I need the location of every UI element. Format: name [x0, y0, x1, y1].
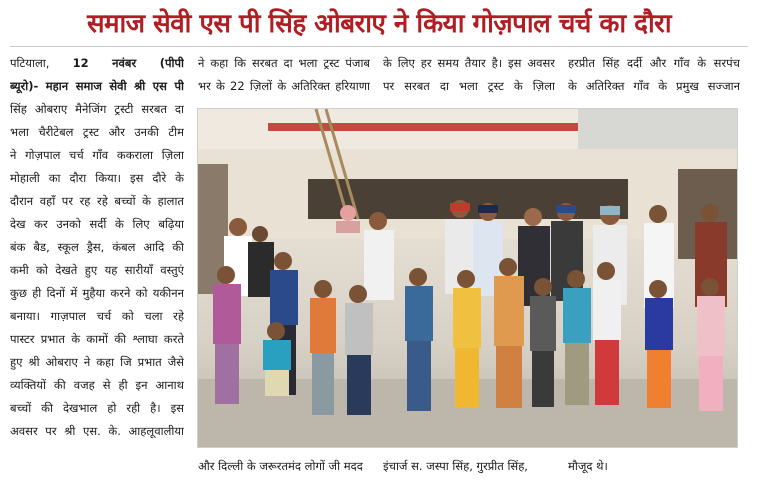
- article-line: मोहाली का दौरा किया। इस दौरे के: [10, 171, 184, 185]
- article-line: कुछ ही दिनों में मुहैया करने को यकीनन: [10, 286, 184, 300]
- article-line: देख कर उनको सर्दी के लिए बढ़िया: [10, 217, 184, 231]
- article-line: पास्टर प्रभात के कामों की श्लाघा करते: [10, 332, 184, 346]
- article-bottom-col-1: और दिल्ली के जरूरतमंद लोगों जी मदद: [198, 459, 363, 473]
- article-top-col-1: [198, 52, 370, 98]
- article-line: व्यक्तियों की वजह से ही इन आनाथ: [10, 378, 184, 392]
- dateline-agency: ब्यूरो)- महान समाज सेवी श्री एस पी: [10, 79, 184, 93]
- dateline-date: 12 नवंबर (पीपी: [72, 56, 184, 70]
- article-line: दौरान वहाँ पर रह रहे बच्चों के हालात: [10, 194, 184, 208]
- group-photo: [197, 108, 738, 448]
- headline: समाज सेवी एस पी सिंह ओबराए ने किया गोज़पाल चर्च का दौरा: [86, 9, 672, 39]
- dateline-place: पटियाला,: [10, 56, 50, 70]
- dateline: [10, 52, 184, 75]
- headline-divider: [10, 46, 748, 47]
- article-bottom-col-2: इंचार्ज स. जस्पा सिंह, गुरप्रीत सिंह,: [383, 459, 528, 473]
- article-line: के अतिरिक्त गाँव के प्रमुख सज्जान: [568, 79, 740, 93]
- article-line: अवसर पर श्री एस. के. आहलूवालीया: [10, 424, 184, 438]
- article-line: बंक बैड, स्कूल ड्रैस, कंबल आदि की: [10, 240, 184, 254]
- article-line: हरप्रीत सिंह दर्दी और गाँव के सरपंच: [568, 56, 740, 70]
- article-line: ने गोज़पाल चर्च गाँव ककराला ज़िला: [10, 148, 184, 162]
- article-line: बच्चों की देखभाल हो रही है। इस: [10, 401, 184, 415]
- article-line: बनाया। गाज़पाल चर्च को चला रहे: [10, 309, 184, 323]
- article-bottom-col-3: मौजूद थे।: [568, 459, 608, 473]
- group-photo-illustration: [198, 109, 738, 448]
- article-top-col-2: [383, 52, 555, 98]
- article-line: भला चैरीटेबल ट्रस्ट और उनकी टीम: [10, 125, 184, 139]
- article-line: ने कहा कि सरबत दा भला ट्रस्ट पंजाब: [198, 56, 370, 70]
- article-line: सिंह ओबराए मैनेजिंग ट्रस्टी सरबत दा: [10, 102, 184, 116]
- article-line: के लिए हर समय तैयार है। इस अवसर: [383, 56, 555, 70]
- article-left-column: [10, 52, 184, 443]
- article-line: पर सरबत दा भला ट्रस्ट के ज़िला: [383, 79, 555, 93]
- article-line: हुए श्री ओबराए ने कहा जि प्रभात जैसे: [10, 355, 184, 369]
- article-line: कमी को देखते हुए यह सारीयाँ वस्तुएं: [10, 263, 184, 277]
- article-top-col-3: [568, 52, 740, 98]
- article-line: भर के 22 ज़िलों के अतिरिक्त हरियाणा: [198, 79, 370, 93]
